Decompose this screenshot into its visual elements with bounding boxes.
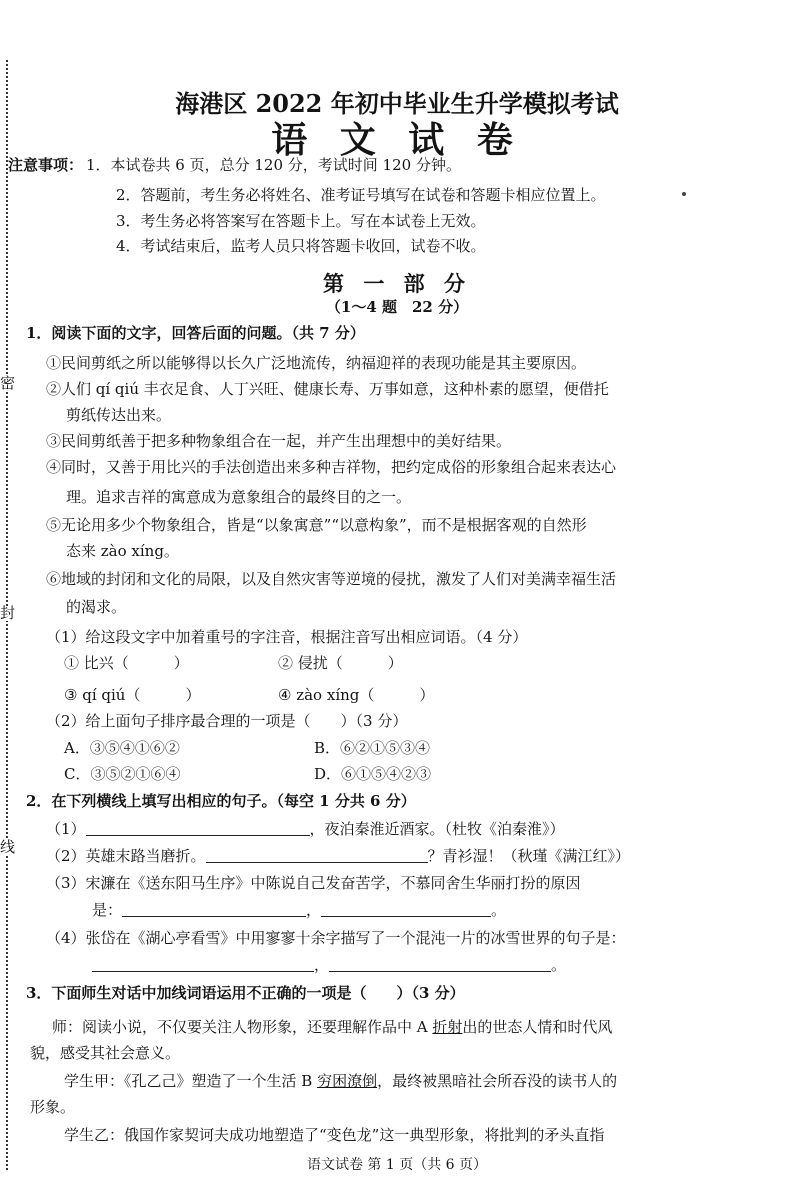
q3-student-a-text: ，最终被黑暗社会所吞没的读书人的 — [377, 1072, 618, 1090]
answer-blank[interactable] — [206, 846, 428, 863]
q1-passage-line: ④同时，又善于用比兴的手法创造出来多种吉祥物，把约定成俗的形象组合起来表达心 — [46, 458, 617, 476]
q3-student-a-cont: 形象。 — [30, 1098, 76, 1116]
q1-passage-line: 态来 zào xíng。 — [66, 542, 179, 560]
exam-subject: 语 文 试 卷 — [271, 119, 523, 161]
binding-char-xian: 线 — [0, 838, 16, 856]
q2-period: 。 — [491, 901, 507, 919]
q1-sub1: （1）给这段文字中加着重号的字注音，根据注音写出相应词语。（4 分） — [46, 628, 528, 646]
q3-student-a — [64, 1070, 617, 1092]
q2-comma: ， — [314, 956, 330, 974]
notice-item-4: 4．考试结束后，监考人员只将答题卡收回，试卷不收。 — [116, 237, 486, 255]
q1-sub2: （2）给上面句子排序最合理的一项是（ ）（3 分） — [46, 712, 408, 730]
q1-passage-line: 理。追求吉祥的寓意成为意象组合的最终目的之一。 — [66, 488, 412, 506]
q2-stem: 2．在下列横线上填写出相应的句子。（每空 1 分共 6 分） — [26, 792, 416, 810]
answer-blank[interactable] — [329, 955, 551, 972]
q1-passage-line: ①民间剪纸之所以能够得以长久广泛地流传，纳福迎祥的表现功能是其主要原因。 — [46, 354, 587, 372]
q2-line-1-prefix: （1） — [46, 820, 86, 838]
q2-comma: ， — [306, 901, 322, 919]
notice-label: 注意事项： — [8, 156, 84, 174]
binding-char-feng: 封 — [0, 604, 16, 622]
notice-item-2: 2．答题前，考生务必将姓名、准考证号填写在试卷和答题卡相应位置上。 — [116, 186, 606, 204]
q2-line-3b — [92, 899, 506, 921]
q3-stem: 3．下面师生对话中加线词语运用不正确的一项是（ ）（3 分） — [26, 984, 465, 1002]
q2-line-3b-prefix: 是： — [92, 901, 123, 919]
exam-title: 海港区 2022 年初中毕业生升学模拟考试 — [175, 89, 619, 118]
q1-option-d: D．⑥①⑤④②③ — [314, 765, 432, 783]
binding-char-mi: 密 — [0, 374, 16, 392]
notice-item-3: 3．考生务必将答案写在答题卡上。写在本试卷上无效。 — [116, 212, 486, 230]
answer-blank[interactable] — [92, 955, 314, 972]
q1-passage-line: ⑤无论用多少个物象组合，皆是“以象寓意”“以意构象”，而不是根据客观的自然形 — [46, 516, 587, 534]
answer-blank[interactable] — [86, 819, 310, 836]
q2-line-1-suffix: ，夜泊秦淮近酒家。（杜牧《泊秦淮》） — [309, 820, 565, 838]
answer-blank[interactable] — [321, 900, 491, 917]
q2-period: 。 — [551, 956, 567, 974]
q2-line-4b — [92, 954, 566, 976]
print-speck — [682, 192, 686, 196]
q1-sub1-item: ② 侵扰（ ） — [278, 654, 403, 672]
q3-student-a-text: 学生甲：《孔乙己》塑造了一个生活 B — [64, 1072, 318, 1090]
q1-passage-line: ②人们 qí qiú 丰衣足食、人丁兴旺、健康长寿、万事如意，这种朴素的愿望，便借托 — [46, 380, 609, 398]
q2-line-1 — [46, 818, 565, 840]
q2-line-2-prefix: （2）英雄末路当磨折。 — [46, 847, 206, 865]
q3-teacher — [52, 1016, 612, 1038]
page-footer: 语文试卷 第 1 页（共 6 页） — [306, 1157, 488, 1173]
q3-teacher-text: 师：阅读小说，不仅要关注人物形象，还要理解作品中 A — [52, 1018, 433, 1036]
part-title: 第 一 部 分 — [323, 271, 471, 296]
q1-option-b: B．⑥②①⑤③④ — [314, 739, 431, 757]
q1-option-c: C．③⑤②①⑥④ — [64, 765, 181, 783]
q2-line-2-suffix: ？青衫湿！（秋瑾《满江红》） — [427, 847, 631, 865]
q1-passage-line: 的渴求。 — [66, 598, 127, 616]
q2-line-2 — [46, 845, 630, 867]
q1-sub1-item: ① 比兴（ ） — [64, 654, 189, 672]
q1-passage-line: 剪纸传达出来。 — [66, 406, 172, 424]
q3-underlined-word-a: 折射 — [432, 1018, 463, 1036]
q2-line-4: （4）张岱在《湖心亭看雪》中用寥寥十余字描写了一个混沌一片的冰雪世界的句子是： — [46, 929, 626, 947]
q3-teacher-text: 出的世态人情和时代风 — [462, 1018, 613, 1036]
q2-line-3: （3）宋濂在《送东阳马生序》中陈说自己发奋苦学，不慕同舍生华丽打扮的原因 — [46, 874, 581, 892]
answer-blank[interactable] — [122, 900, 306, 917]
notice-item-1: 1．本试卷共 6 页，总分 120 分，考试时间 120 分钟。 — [86, 156, 461, 174]
q3-teacher-cont: 貌，感受其社会意义。 — [30, 1044, 181, 1062]
q1-stem: 1．阅读下面的文字，回答后面的问题。（共 7 分） — [26, 324, 365, 342]
q1-sub1-item: ④ zào xíng（ ） — [278, 686, 435, 704]
q3-underlined-word-b: 穷困潦倒 — [317, 1072, 378, 1090]
q1-sub1-item: ③ qí qiú（ ） — [64, 686, 201, 704]
q1-passage-line: ⑥地域的封闭和文化的局限，以及自然灾害等逆境的侵扰，激发了人们对美满幸福生活 — [46, 570, 617, 588]
q3-student-b: 学生乙：俄国作家契诃夫成功地塑造了“变色龙”这一典型形象，将批判的矛头直指 — [64, 1126, 605, 1144]
part-subtitle: （1～4 题 22 分） — [325, 298, 469, 316]
q1-passage-line: ③民间剪纸善于把多种物象组合在一起，并产生出理想中的美好结果。 — [46, 432, 512, 450]
q1-option-a: A．③⑤④①⑥② — [64, 739, 180, 757]
